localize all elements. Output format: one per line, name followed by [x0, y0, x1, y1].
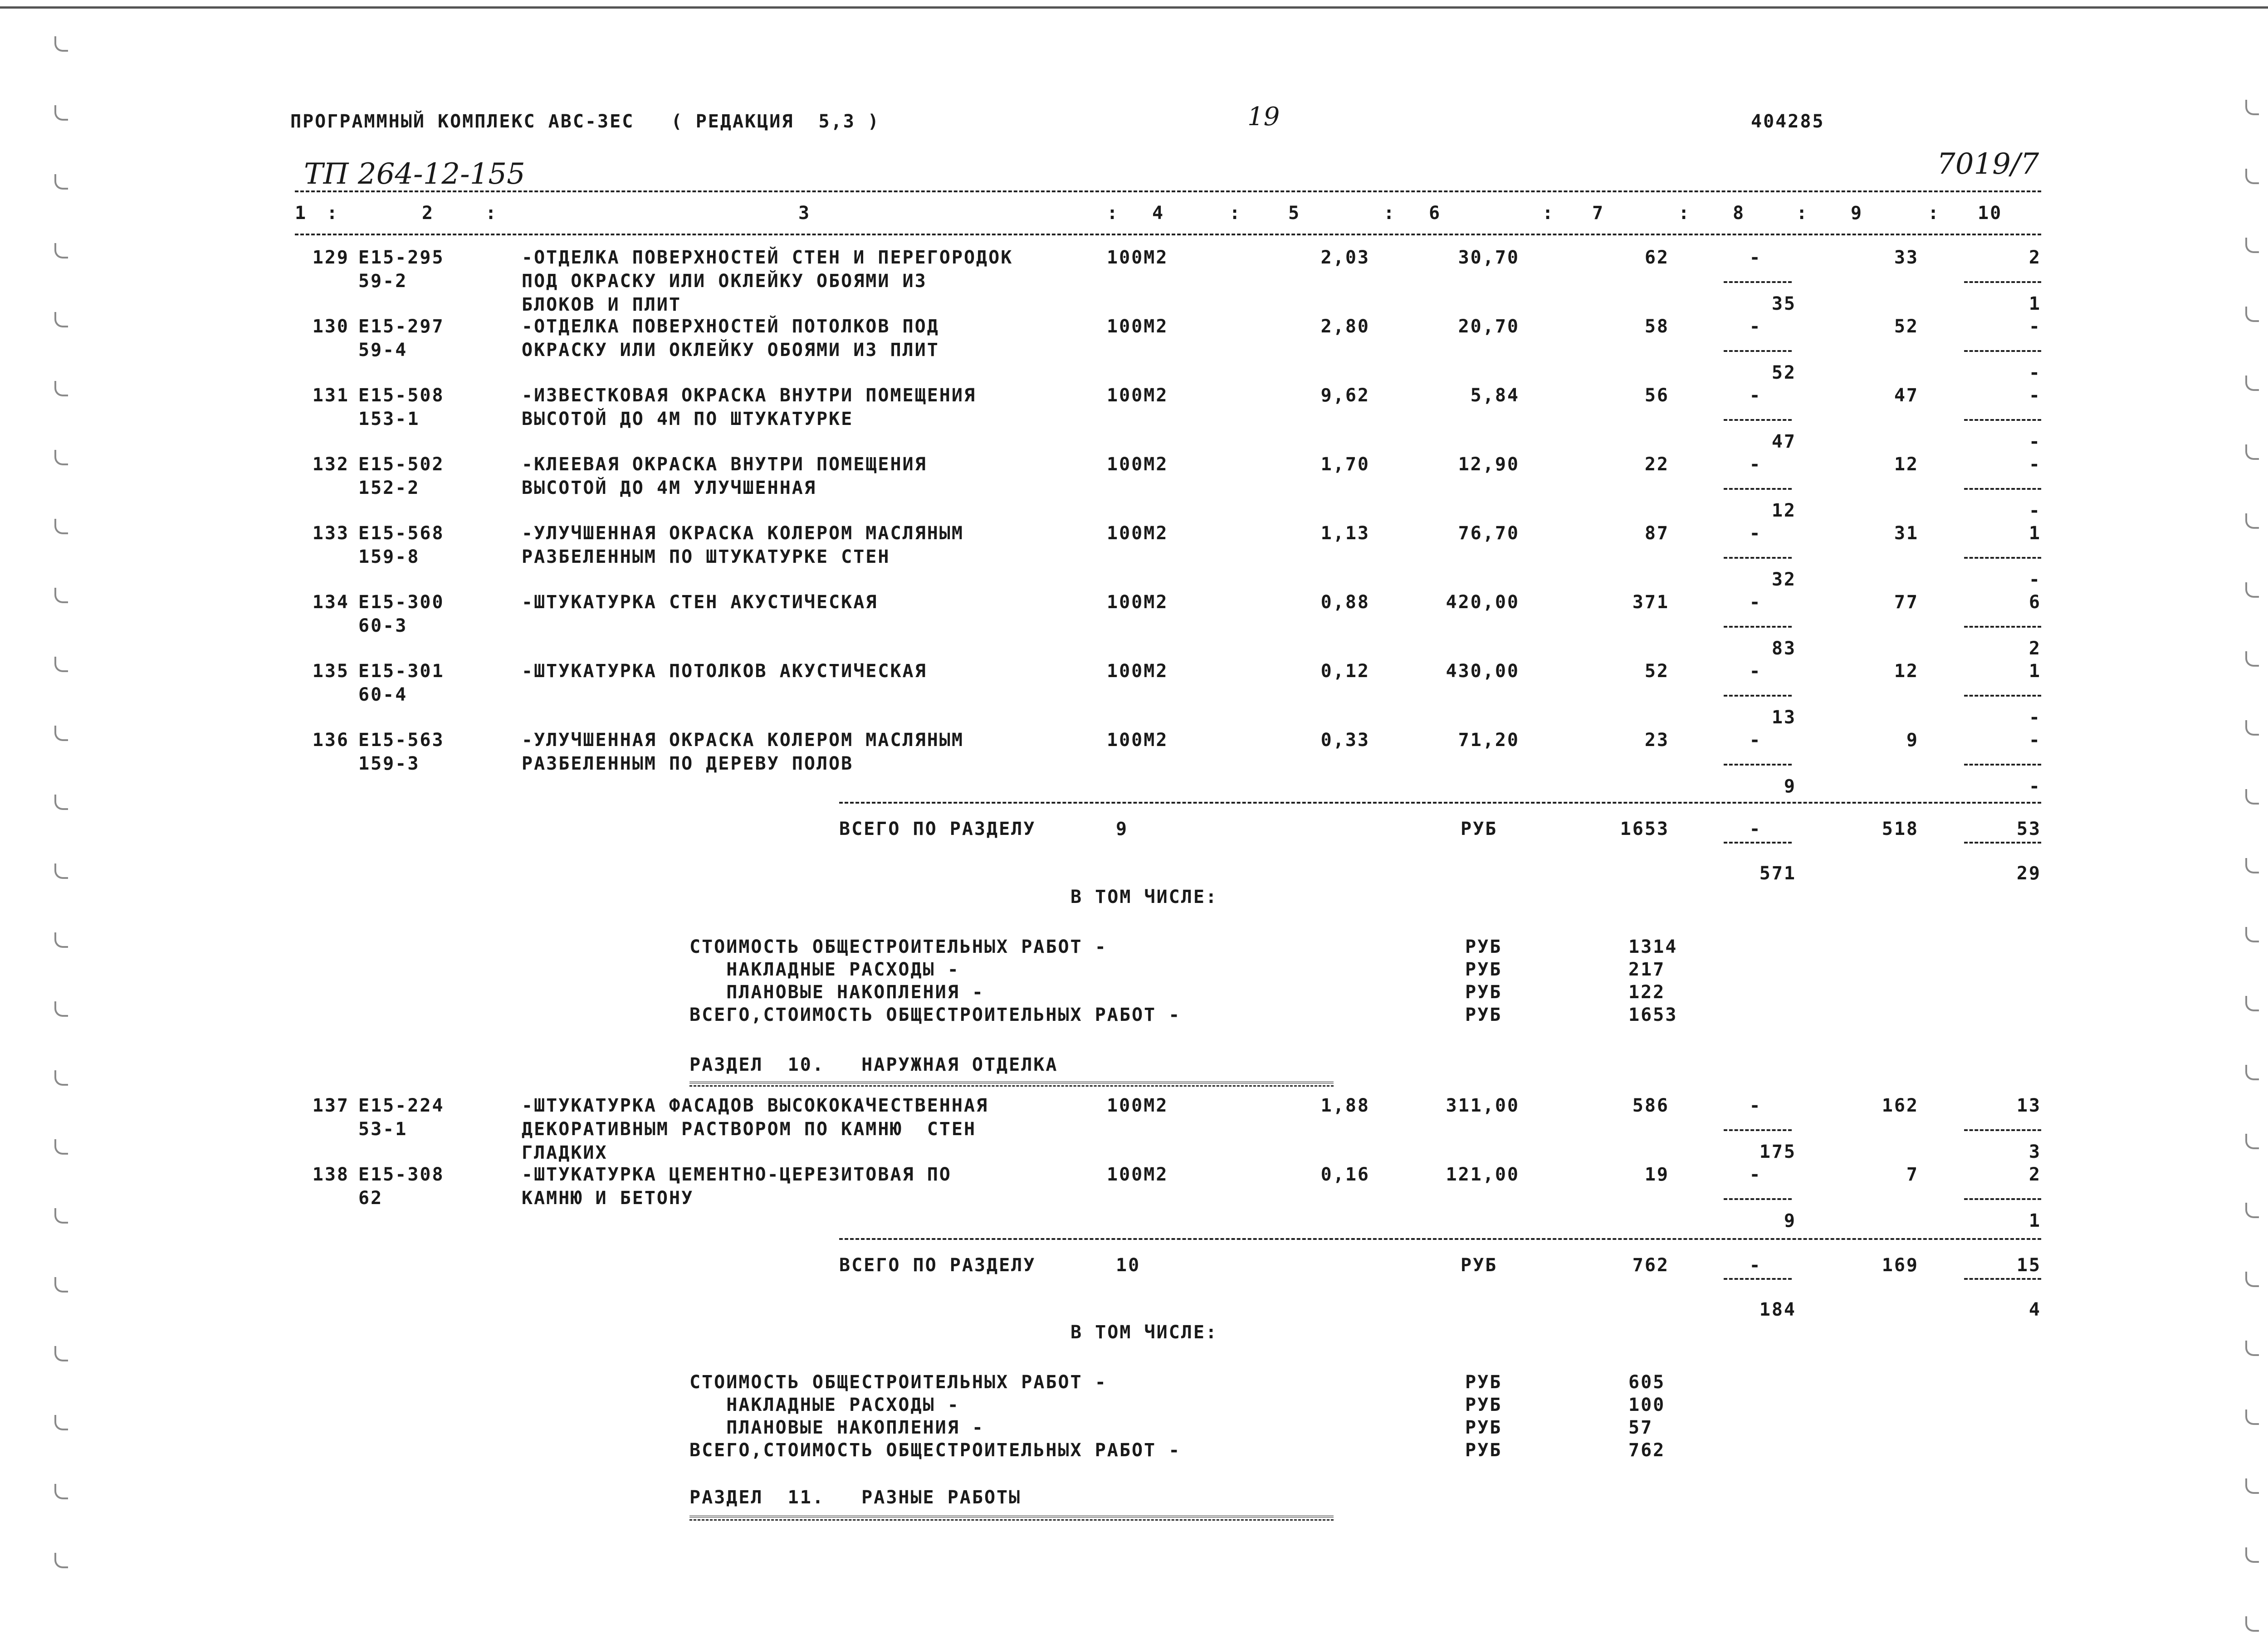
breakdown-unit: РУБ — [1465, 1005, 1502, 1025]
column-number: 6 — [1429, 203, 1442, 224]
perforation-hole — [54, 519, 68, 534]
row-description: БЛОКОВ И ПЛИТ — [522, 294, 682, 315]
row-subcode: 60-4 — [358, 684, 408, 705]
row-total: 87 — [1644, 523, 1669, 544]
row-description: -ШТУКАТУРКА ФАСАДОВ ВЫСОКОКАЧЕСТВЕННАЯ — [522, 1095, 989, 1116]
row-col10: 2 — [2028, 247, 2041, 268]
row-number: 136 — [312, 730, 349, 751]
perforation-hole — [54, 1277, 68, 1293]
perforation-hole — [2245, 169, 2259, 184]
row-description: ОКРАСКУ ИЛИ ОКЛЕЙКУ ОБОЯМИ ИЗ ПЛИТ — [522, 340, 939, 361]
perforation-hole — [54, 863, 68, 879]
total-label: ВСЕГО ПО РАЗДЕЛУ — [839, 819, 1036, 839]
row-number: 130 — [312, 316, 349, 337]
project-code: ТП 264-12-155 — [304, 157, 525, 191]
total-col8-lower: 571 — [1759, 863, 1796, 884]
row-quantity: 0,88 — [1320, 592, 1370, 613]
total-col8-rule — [1724, 1278, 1792, 1280]
row-unit: 100М2 — [1107, 730, 1168, 751]
row-col8-lower: 13 — [1771, 707, 1796, 728]
row-col8-lower: 47 — [1771, 431, 1796, 452]
row-quantity: 1,13 — [1320, 523, 1370, 544]
perforation-hole — [2245, 1547, 2259, 1563]
row-description: -ОТДЕЛКА ПОВЕРХНОСТЕЙ СТЕН И ПЕРЕГОРОДОК — [522, 247, 1013, 268]
row-code: Е15-563 — [358, 730, 445, 751]
row-description: ВЫСОТОЙ ДО 4М ПО ШТУКАТУРКЕ — [522, 409, 854, 429]
row-code: Е15-502 — [358, 454, 445, 475]
perforation-hole — [2245, 1065, 2259, 1080]
row-description: -УЛУЧШЕННАЯ ОКРАСКА КОЛЕРОМ МАСЛЯНЫМ — [522, 730, 964, 751]
row-col8-rule — [1724, 1198, 1792, 1200]
breakdown-unit: РУБ — [1465, 1395, 1502, 1415]
total-section-number: 10 — [1116, 1255, 1141, 1276]
row-col10: 1 — [2028, 523, 2041, 544]
row-col8-lower: 83 — [1771, 638, 1796, 659]
perforation-hole — [54, 1484, 68, 1499]
perforation-hole — [54, 932, 68, 948]
total-col8-lower: 184 — [1759, 1299, 1796, 1320]
row-col8-lower: 52 — [1771, 362, 1796, 383]
row-col8: - — [1749, 1164, 1762, 1185]
total-col10-rule — [1964, 842, 2041, 844]
row-number: 137 — [312, 1095, 349, 1116]
total-col8: - — [1749, 1255, 1762, 1276]
row-col9: 47 — [1894, 385, 1919, 406]
row-col10-lower: - — [2028, 431, 2041, 452]
row-subcode: 62 — [358, 1188, 383, 1209]
column-separator: : — [1796, 203, 1809, 224]
row-col8: - — [1749, 316, 1762, 337]
header-rule — [295, 190, 2041, 192]
row-col10: 2 — [2028, 1164, 2041, 1185]
perforation-hole — [2245, 238, 2259, 253]
section-10-underline — [689, 1082, 1334, 1087]
total-col10-rule — [1964, 1278, 2041, 1280]
row-code: Е15-300 — [358, 592, 445, 613]
row-col8-rule — [1724, 281, 1792, 283]
row-unit: 100М2 — [1107, 247, 1168, 268]
row-quantity: 2,03 — [1320, 247, 1370, 268]
total-rule — [839, 802, 2041, 804]
row-subcode: 60-3 — [358, 615, 408, 636]
total-label: ВСЕГО ПО РАЗДЕЛУ — [839, 1255, 1036, 1276]
total-col10: 15 — [2016, 1255, 2041, 1276]
row-subcode: 159-3 — [358, 753, 420, 774]
breakdown-value: 1653 — [1628, 1005, 1678, 1025]
row-col8: - — [1749, 385, 1762, 406]
perforation-hole — [54, 1070, 68, 1086]
row-col9: 52 — [1894, 316, 1919, 337]
row-unit: 100М2 — [1107, 592, 1168, 613]
total-col10: 53 — [2016, 819, 2041, 839]
row-subcode: 153-1 — [358, 409, 420, 429]
row-description: -КЛЕЕВАЯ ОКРАСКА ВНУТРИ ПОМЕЩЕНИЯ — [522, 454, 927, 475]
row-code: Е15-508 — [358, 385, 445, 406]
row-col8-rule — [1724, 419, 1792, 421]
row-unit-price: 311,00 — [1446, 1095, 1520, 1116]
perforation-hole — [2245, 996, 2259, 1011]
row-col9: 31 — [1894, 523, 1919, 544]
row-col10-lower: 1 — [2028, 293, 2041, 314]
row-number: 129 — [312, 247, 349, 268]
perforation-hole — [2245, 927, 2259, 942]
row-col10-rule — [1964, 626, 2041, 628]
breakdown-label: НАКЛАДНЫЕ РАСХОДЫ - — [689, 959, 960, 980]
column-separator: : — [1678, 203, 1691, 224]
row-unit-price: 12,90 — [1458, 454, 1520, 475]
perforation-hole — [54, 1139, 68, 1155]
row-col10-lower: 2 — [2028, 638, 2041, 659]
program-title: ПРОГРАММНЫЙ КОМПЛЕКС АВС-3ЕС ( РЕДАКЦИЯ 5,3 ) — [290, 111, 880, 132]
row-total: 62 — [1644, 247, 1669, 268]
perforation-hole — [54, 1415, 68, 1430]
perforation-hole — [54, 105, 68, 121]
row-unit: 100М2 — [1107, 385, 1168, 406]
column-number: 10 — [1978, 203, 2003, 224]
perforation-hole — [54, 312, 68, 327]
row-quantity: 9,62 — [1320, 385, 1370, 406]
perforation-hole — [54, 243, 68, 259]
perforation-hole — [54, 381, 68, 396]
row-col8-rule — [1724, 488, 1792, 490]
breakdown-label: ВСЕГО,СТОИМОСТЬ ОБЩЕСТРОИТЕЛЬНЫХ РАБОТ - — [689, 1440, 1181, 1461]
perforation-hole — [2245, 1410, 2259, 1425]
row-quantity: 1,88 — [1320, 1095, 1370, 1116]
row-total: 22 — [1644, 454, 1669, 475]
total-unit: РУБ — [1461, 1255, 1498, 1276]
breakdown-unit: РУБ — [1465, 1417, 1502, 1438]
perforation-hole — [2245, 1478, 2259, 1494]
row-number: 138 — [312, 1164, 349, 1185]
row-total: 19 — [1644, 1164, 1669, 1185]
row-unit: 100М2 — [1107, 1095, 1168, 1116]
row-description: ПОД ОКРАСКУ ИЛИ ОКЛЕЙКУ ОБОЯМИ ИЗ — [522, 271, 927, 292]
breakdown-value: 762 — [1628, 1440, 1666, 1461]
document-number: 404285 — [1751, 111, 1825, 132]
perforation-hole — [54, 795, 68, 810]
row-number: 135 — [312, 661, 349, 682]
row-description: -ИЗВЕСТКОВАЯ ОКРАСКА ВНУТРИ ПОМЕЩЕНИЯ — [522, 385, 977, 406]
row-subcode: 53-1 — [358, 1119, 408, 1140]
row-col9: 12 — [1894, 454, 1919, 475]
breakdown-value: 57 — [1628, 1417, 1653, 1438]
perforation-hole — [2245, 444, 2259, 460]
section-10-title: РАЗДЕЛ 10. НАРУЖНАЯ ОТДЕЛКА — [689, 1054, 1058, 1075]
row-description: -ОТДЕЛКА ПОВЕРХНОСТЕЙ ПОТОЛКОВ ПОД — [522, 316, 939, 337]
column-separator: : — [1928, 203, 1941, 224]
row-col8: - — [1749, 247, 1762, 268]
row-col10-rule — [1964, 419, 2041, 421]
row-unit: 100М2 — [1107, 523, 1168, 544]
row-quantity: 0,33 — [1320, 730, 1370, 751]
row-number: 132 — [312, 454, 349, 475]
row-unit-price: 5,84 — [1470, 385, 1520, 406]
row-quantity: 0,16 — [1320, 1164, 1370, 1185]
row-col8-rule — [1724, 764, 1792, 766]
breakdown-heading: В ТОМ ЧИСЛЕ: — [1070, 1322, 1218, 1343]
breakdown-label: ПЛАНОВЫЕ НАКОПЛЕНИЯ - — [689, 982, 984, 1003]
row-unit-price: 430,00 — [1446, 661, 1520, 682]
perforation-hole — [2245, 513, 2259, 529]
row-col8-rule — [1724, 557, 1792, 559]
perforation-hole — [54, 588, 68, 603]
perforation-hole — [54, 36, 68, 52]
perforation-hole — [2245, 720, 2259, 736]
perforation-hole — [2245, 651, 2259, 667]
perforation-hole — [2245, 858, 2259, 873]
breakdown-unit: РУБ — [1465, 937, 1502, 957]
row-col10: - — [2028, 730, 2041, 751]
row-col8-lower: 9 — [1784, 776, 1796, 797]
row-description: -ШТУКАТУРКА СТЕН АКУСТИЧЕСКАЯ — [522, 592, 878, 613]
perforation-hole — [54, 450, 68, 465]
row-col10-rule — [1964, 695, 2041, 697]
row-col8-lower: 35 — [1771, 293, 1796, 314]
row-description: РАЗБЕЛЕННЫМ ПО ШТУКАТУРКЕ СТЕН — [522, 546, 890, 567]
breakdown-unit: РУБ — [1465, 1440, 1502, 1461]
row-col10-lower: - — [2028, 707, 2041, 728]
row-unit: 100М2 — [1107, 661, 1168, 682]
row-col10: - — [2028, 454, 2041, 475]
column-number: 7 — [1592, 203, 1605, 224]
row-total: 56 — [1644, 385, 1669, 406]
row-col8-lower: 32 — [1771, 569, 1796, 590]
perforation-hole — [54, 1346, 68, 1361]
row-unit: 100М2 — [1107, 454, 1168, 475]
row-col10-rule — [1964, 350, 2041, 352]
row-col10: 6 — [2028, 592, 2041, 613]
row-subcode: 159-8 — [358, 546, 420, 567]
row-col10-lower: - — [2028, 569, 2041, 590]
row-code: Е15-297 — [358, 316, 445, 337]
paper-top-edge — [0, 6, 2268, 9]
breakdown-value: 122 — [1628, 982, 1666, 1003]
row-unit: 100М2 — [1107, 1164, 1168, 1185]
breakdown-unit: РУБ — [1465, 959, 1502, 980]
row-description: ВЫСОТОЙ ДО 4М УЛУЧШЕННАЯ — [522, 478, 816, 498]
column-number: 5 — [1288, 203, 1301, 224]
row-col9: 9 — [1906, 730, 1919, 751]
breakdown-value: 605 — [1628, 1372, 1666, 1393]
breakdown-value: 100 — [1628, 1395, 1666, 1415]
row-col8-rule — [1724, 1129, 1792, 1131]
breakdown-value: 217 — [1628, 959, 1666, 980]
row-subcode: 59-2 — [358, 271, 408, 292]
row-unit-price: 71,20 — [1458, 730, 1520, 751]
row-number: 133 — [312, 523, 349, 544]
row-number: 134 — [312, 592, 349, 613]
column-number: 1 — [295, 203, 308, 224]
row-col8-lower: 9 — [1784, 1210, 1796, 1231]
row-col8-rule — [1724, 350, 1792, 352]
row-col8-rule — [1724, 695, 1792, 697]
perforation-hole — [2245, 789, 2259, 805]
row-code: Е15-308 — [358, 1164, 445, 1185]
row-total: 586 — [1632, 1095, 1669, 1116]
sheet-code: 7019/7 — [1937, 147, 2039, 181]
column-separator: : — [327, 203, 339, 224]
row-description: ДЕКОРАТИВНЫМ РАСТВОРОМ ПО КАМНЮ СТЕН — [522, 1119, 977, 1140]
breakdown-label: СТОИМОСТЬ ОБЩЕСТРОИТЕЛЬНЫХ РАБОТ - — [689, 937, 1107, 957]
breakdown-value: 1314 — [1628, 937, 1678, 957]
row-col10-rule — [1964, 488, 2041, 490]
row-col8: - — [1749, 592, 1762, 613]
column-header-rule — [295, 234, 2041, 235]
column-number: 4 — [1152, 203, 1165, 224]
row-col10-rule — [1964, 281, 2041, 283]
total-col10-lower: 29 — [2016, 863, 2041, 884]
total-section-number: 9 — [1116, 819, 1129, 839]
row-subcode: 59-4 — [358, 340, 408, 361]
column-number: 9 — [1851, 203, 1863, 224]
row-col9: 7 — [1906, 1164, 1919, 1185]
row-total: 23 — [1644, 730, 1669, 751]
row-col8: - — [1749, 454, 1762, 475]
row-col10-rule — [1964, 557, 2041, 559]
row-description: -ШТУКАТУРКА ПОТОЛКОВ АКУСТИЧЕСКАЯ — [522, 661, 927, 682]
column-number: 2 — [422, 203, 435, 224]
row-description: РАЗБЕЛЕННЫМ ПО ДЕРЕВУ ПОЛОВ — [522, 753, 854, 774]
row-total: 52 — [1644, 661, 1669, 682]
perforation-hole — [54, 657, 68, 672]
column-separator: : — [1229, 203, 1242, 224]
row-description: ГЛАДКИХ — [522, 1142, 608, 1163]
row-code: Е15-295 — [358, 247, 445, 268]
row-total: 58 — [1644, 316, 1669, 337]
row-description: КАМНЮ И БЕТОНУ — [522, 1188, 694, 1209]
total-col8: - — [1749, 819, 1762, 839]
total-col9: 169 — [1882, 1255, 1919, 1276]
row-col10-lower: - — [2028, 776, 2041, 797]
row-col10: - — [2028, 316, 2041, 337]
total-rule — [839, 1238, 2041, 1240]
perforation-hole — [54, 174, 68, 190]
row-code: Е15-301 — [358, 661, 445, 682]
row-col10-lower: - — [2028, 500, 2041, 521]
row-col10-lower: 1 — [2028, 1210, 2041, 1231]
row-col8: - — [1749, 661, 1762, 682]
perforation-hole — [2245, 1203, 2259, 1218]
row-unit-price: 420,00 — [1446, 592, 1520, 613]
section-11-underline — [689, 1516, 1334, 1521]
row-col8-lower: 12 — [1771, 500, 1796, 521]
perforation-hole — [2245, 1272, 2259, 1287]
row-quantity: 2,80 — [1320, 316, 1370, 337]
total-sum: 762 — [1632, 1255, 1669, 1276]
row-total: 371 — [1632, 592, 1669, 613]
row-unit-price: 121,00 — [1446, 1164, 1520, 1185]
column-number: 3 — [798, 203, 811, 224]
perforation-hole — [54, 1001, 68, 1017]
row-number: 131 — [312, 385, 349, 406]
row-unit-price: 30,70 — [1458, 247, 1520, 268]
row-col9: 12 — [1894, 661, 1919, 682]
row-col10: 13 — [2016, 1095, 2041, 1116]
perforation-hole — [54, 726, 68, 741]
perforation-hole — [2245, 100, 2259, 115]
row-col9: 33 — [1894, 247, 1919, 268]
row-col10: 1 — [2028, 661, 2041, 682]
column-separator: : — [1383, 203, 1396, 224]
row-col10-lower: 3 — [2028, 1141, 2041, 1162]
row-col10-rule — [1964, 764, 2041, 766]
row-subcode: 152-2 — [358, 478, 420, 498]
column-separator: : — [485, 203, 498, 224]
total-unit: РУБ — [1461, 819, 1498, 839]
perforation-hole — [2245, 1616, 2259, 1632]
row-col8-lower: 175 — [1759, 1141, 1796, 1162]
perforation-hole — [2245, 582, 2259, 598]
row-quantity: 1,70 — [1320, 454, 1370, 475]
row-unit-price: 20,70 — [1458, 316, 1520, 337]
breakdown-heading: В ТОМ ЧИСЛЕ: — [1070, 887, 1218, 907]
total-col8-rule — [1724, 842, 1792, 844]
row-code: Е15-568 — [358, 523, 445, 544]
perforation-hole — [2245, 1341, 2259, 1356]
section-11-title: РАЗДЕЛ 11. РАЗНЫЕ РАБОТЫ — [689, 1487, 1022, 1508]
breakdown-label: ВСЕГО,СТОИМОСТЬ ОБЩЕСТРОИТЕЛЬНЫХ РАБОТ - — [689, 1005, 1181, 1025]
row-description: -ШТУКАТУРКА ЦЕМЕНТНО-ЦЕРЕЗИТОВАЯ ПО — [522, 1164, 952, 1185]
perforation-hole — [54, 1553, 68, 1568]
breakdown-unit: РУБ — [1465, 1372, 1502, 1393]
row-col9: 162 — [1882, 1095, 1919, 1116]
column-separator: : — [1542, 203, 1555, 224]
row-col10-lower: - — [2028, 362, 2041, 383]
column-separator: : — [1107, 203, 1119, 224]
column-number: 8 — [1733, 203, 1745, 224]
row-col10-rule — [1964, 1198, 2041, 1200]
breakdown-label: СТОИМОСТЬ ОБЩЕСТРОИТЕЛЬНЫХ РАБОТ - — [689, 1372, 1107, 1393]
row-col10-rule — [1964, 1129, 2041, 1131]
row-unit-price: 76,70 — [1458, 523, 1520, 544]
perforation-hole — [2245, 376, 2259, 391]
page-number: 19 — [1247, 102, 1280, 132]
row-col10: - — [2028, 385, 2041, 406]
row-col8: - — [1749, 523, 1762, 544]
row-unit: 100М2 — [1107, 316, 1168, 337]
total-col9: 518 — [1882, 819, 1919, 839]
row-col9: 77 — [1894, 592, 1919, 613]
total-sum: 1653 — [1620, 819, 1669, 839]
row-col8: - — [1749, 730, 1762, 751]
row-code: Е15-224 — [358, 1095, 445, 1116]
total-col10-lower: 4 — [2028, 1299, 2041, 1320]
row-description: -УЛУЧШЕННАЯ ОКРАСКА КОЛЕРОМ МАСЛЯНЫМ — [522, 523, 964, 544]
perforation-hole — [2245, 1134, 2259, 1149]
row-col8: - — [1749, 1095, 1762, 1116]
breakdown-label: ПЛАНОВЫЕ НАКОПЛЕНИЯ - — [689, 1417, 984, 1438]
perforation-hole — [2245, 307, 2259, 322]
breakdown-unit: РУБ — [1465, 982, 1502, 1003]
row-col8-rule — [1724, 626, 1792, 628]
row-quantity: 0,12 — [1320, 661, 1370, 682]
breakdown-label: НАКЛАДНЫЕ РАСХОДЫ - — [689, 1395, 960, 1415]
perforation-hole — [54, 1208, 68, 1224]
